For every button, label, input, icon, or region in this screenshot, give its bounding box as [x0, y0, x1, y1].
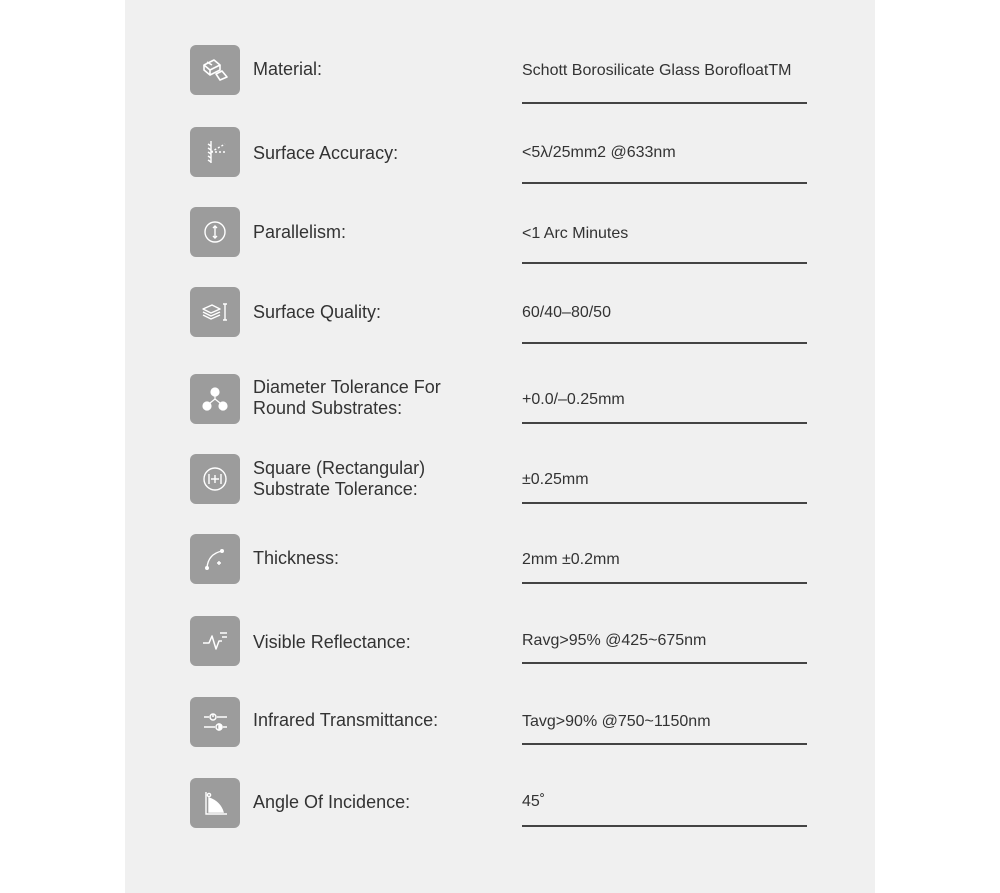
spec-label: Visible Reflectance:	[253, 632, 411, 652]
spec-divider	[522, 743, 807, 745]
spec-label: Thickness:	[253, 548, 340, 568]
spec-label: Infrared Transmittance:	[253, 710, 439, 730]
spec-divider	[522, 102, 807, 104]
spec-row-material	[125, 45, 875, 125]
spec-row-parallelism	[125, 207, 875, 287]
spec-divider	[522, 825, 807, 827]
spec-row-surface-quality	[125, 287, 875, 367]
spec-value: Tavg>90% @750~1150nm	[522, 713, 711, 730]
thickness-icon	[190, 534, 240, 584]
spec-row-visible-reflectance	[125, 616, 875, 696]
spec-value: <1 Arc Minutes	[522, 225, 629, 242]
spec-label: Angle Of Incidence:	[253, 792, 411, 812]
spec-divider	[522, 262, 807, 264]
spec-row-angle-of-incidence	[125, 778, 875, 858]
surface-quality-icon	[190, 287, 240, 337]
spec-divider	[522, 342, 807, 344]
spec-label: Diameter Tolerance For Round Substrates:	[253, 377, 441, 418]
spec-value: 45˚	[522, 793, 546, 810]
spec-value: 2mm ±0.2mm	[522, 551, 620, 568]
spec-label: Square (Rectangular) Substrate Tolerance:	[253, 458, 426, 499]
spec-divider	[522, 182, 807, 184]
parallelism-icon	[190, 207, 240, 257]
angle-of-incidence-icon	[190, 778, 240, 828]
spec-row-surface-accuracy	[125, 127, 875, 207]
spec-divider	[522, 502, 807, 504]
spec-value: <5λ/25mm2 @633nm	[522, 144, 676, 161]
spec-divider	[522, 422, 807, 424]
square-tolerance-icon	[190, 454, 240, 504]
spec-value: Ravg>95% @425~675nm	[522, 632, 707, 649]
surface-accuracy-icon	[190, 127, 240, 177]
spec-label: Parallelism:	[253, 222, 347, 242]
spec-panel	[125, 0, 875, 893]
spec-value: +0.0/–0.25mm	[522, 391, 625, 408]
visible-reflectance-icon	[190, 616, 240, 666]
diameter-tolerance-icon	[190, 374, 240, 424]
spec-value: ±0.25mm	[522, 471, 589, 488]
spec-row-thickness	[125, 534, 875, 614]
spec-value: 60/40–80/50	[522, 304, 611, 321]
spec-label: Surface Quality:	[253, 302, 382, 322]
infrared-transmittance-icon	[190, 697, 240, 747]
spec-row-infrared-transmittance	[125, 697, 875, 777]
spec-row-diameter-tolerance	[125, 374, 875, 454]
spec-divider	[522, 582, 807, 584]
spec-value: Schott Borosilicate Glass BorofloatTM	[522, 62, 792, 79]
spec-label: Surface Accuracy:	[253, 143, 399, 163]
spec-label: Material:	[253, 59, 323, 79]
spec-divider	[522, 662, 807, 664]
spec-row-square-tolerance	[125, 454, 875, 534]
material-icon	[190, 45, 240, 95]
